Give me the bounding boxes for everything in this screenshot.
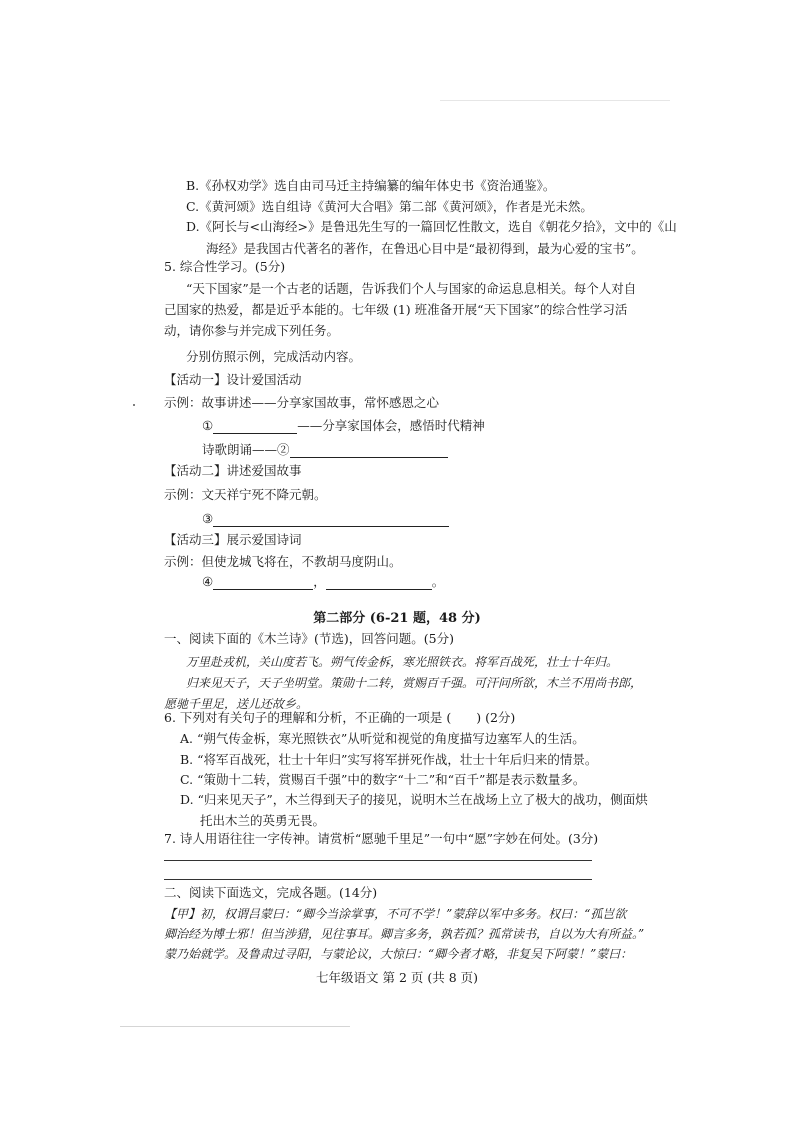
passage-line1: 【甲】初，权谓吕蒙曰：“卿今当涂掌事，不可不学！”蒙辞以军中多务。权曰：“孤岂欲 [164,907,627,921]
page-footer: 七年级语文 第 2 页 (共 8 页) [316,970,478,985]
activity2-title: 【活动二】讲述爱国故事 [164,463,302,478]
activity1-item2-text: 诗歌朗诵——② [202,442,290,457]
answer-line-2[interactable] [164,879,592,880]
scan-edge-line [440,100,670,101]
q6-option-a: A. “朔气传金柝，寒光照铁衣”从听觉和视觉的角度描写边塞军人的生活。 [180,731,585,746]
q5-intro-line2: 己国家的热爱，都是近乎本能的。七年级 (1) 班准备开展“天下国家”的综合性学习活 [164,302,628,317]
answer-number: ③ [202,511,214,526]
activity1-title: 【活动一】设计爱国活动 [164,372,302,387]
activity3-item [202,574,444,590]
option-d-line2: 海经》是我国古代著名的著作，在鲁迅心目中是“最初得到，最为心爱的宝书”。 [206,241,644,256]
poem-line3: 愿驰千里足，送儿还故乡。 [164,697,309,711]
answer-blank-4a[interactable] [213,576,313,590]
section2-title: 二、阅读下面选文，完成各题。(14分) [164,885,378,900]
q6-option-c: C. “策勋十二转，赏赐百千强”中的数字“十二”和“百千”都是表示数量多。 [180,772,586,787]
activity2-item [202,511,449,527]
answer-number: ④ [202,574,214,589]
q6-title: 6. 下列对有关句子的理解和分析，不正确的一项是 ( ) (2分) [164,710,516,725]
passage-line2: 卿治经为博士邪！但当涉猎，见往事耳。卿言多务，孰若孤？孤常读书，自以为大有所益。” [164,927,645,941]
answer-blank-3[interactable] [213,513,449,527]
activity2-example: 示例：文天祥宁死不降元朝。 [164,487,327,502]
scan-edge-line [120,1026,350,1027]
comma: ， [313,574,326,589]
activity1-example: 示例：故事讲述——分享家国故事，常怀感恩之心 [164,395,440,410]
answer-blank-1[interactable] [213,420,297,434]
activity1-item2 [202,442,448,458]
period: 。 [431,574,445,589]
section1-title: 一、阅读下面的《木兰诗》(节选)，回答问题。(5分) [164,631,454,646]
activity1-item1 [202,418,485,434]
answer-line-1[interactable] [164,860,592,861]
part2-header: 第二部分 (6-21 题，48 分) [313,611,481,626]
q6-option-d-line1: D. “归来见天子”，木兰得到天子的接见，说明木兰在战场上立了极大的战功，侧面烘 [180,792,648,807]
answer-blank-2[interactable] [290,444,448,458]
passage-line3: 蒙乃始就学。及鲁肃过寻阳，与蒙论议，大惊曰：“卿今者才略，非复吴下阿蒙！”蒙曰： [164,947,633,961]
activity3-example: 示例：但使龙城飞将在，不教胡马度阴山。 [164,554,402,569]
q6-option-d-line2: 托出木兰的英勇无畏。 [200,813,326,828]
option-d-line1: D.《阿长与<山海经>》是鲁迅先生写的一篇回忆性散文，选自《朝花夕拾》，文中的《山 [186,219,677,234]
answer-number: ① [202,418,214,433]
q5-title: 5. 综合性学习。(5分) [164,259,286,274]
q6-option-b: B. “将军百战死，壮士十年归”实写将军拼死作战，壮士十年后归来的情景。 [180,752,598,767]
q5-intro-line3: 动，请你参与并完成下列任务。 [164,323,340,338]
scan-speck [133,404,135,406]
poem-line2: 归来见天子，天子坐明堂。策勋十二转，赏赐百千强。可汗问所欲，木兰不用尚书郎， [186,676,643,690]
activity3-title: 【活动三】展示爱国诗词 [164,532,302,547]
activity1-item1-text: ——分享家国体会，感悟时代精神 [297,418,485,433]
answer-blank-4b[interactable] [326,576,432,590]
option-c: C.《黄河颂》选自组诗《黄河大合唱》第二部《黄河颂》，作者是光未然。 [186,199,593,214]
q7-title: 7. 诗人用语往往一字传神。请赏析“愿驰千里足”一句中“愿”字妙在何处。(3分) [164,831,599,846]
q5-instruction: 分别仿照示例，完成活动内容。 [186,349,362,364]
option-b: B.《孙权劝学》选自由司马迁主持编纂的编年体史书《资治通鉴》。 [186,178,556,193]
q5-intro-line1: “天下国家”是一个古老的话题，告诉我们个人与国家的命运息息相关。每个人对自 [186,281,637,296]
poem-line1: 万里赴戎机，关山度若飞。朔气传金柝，寒光照铁衣。将军百战死，壮士十年归。 [186,655,619,669]
